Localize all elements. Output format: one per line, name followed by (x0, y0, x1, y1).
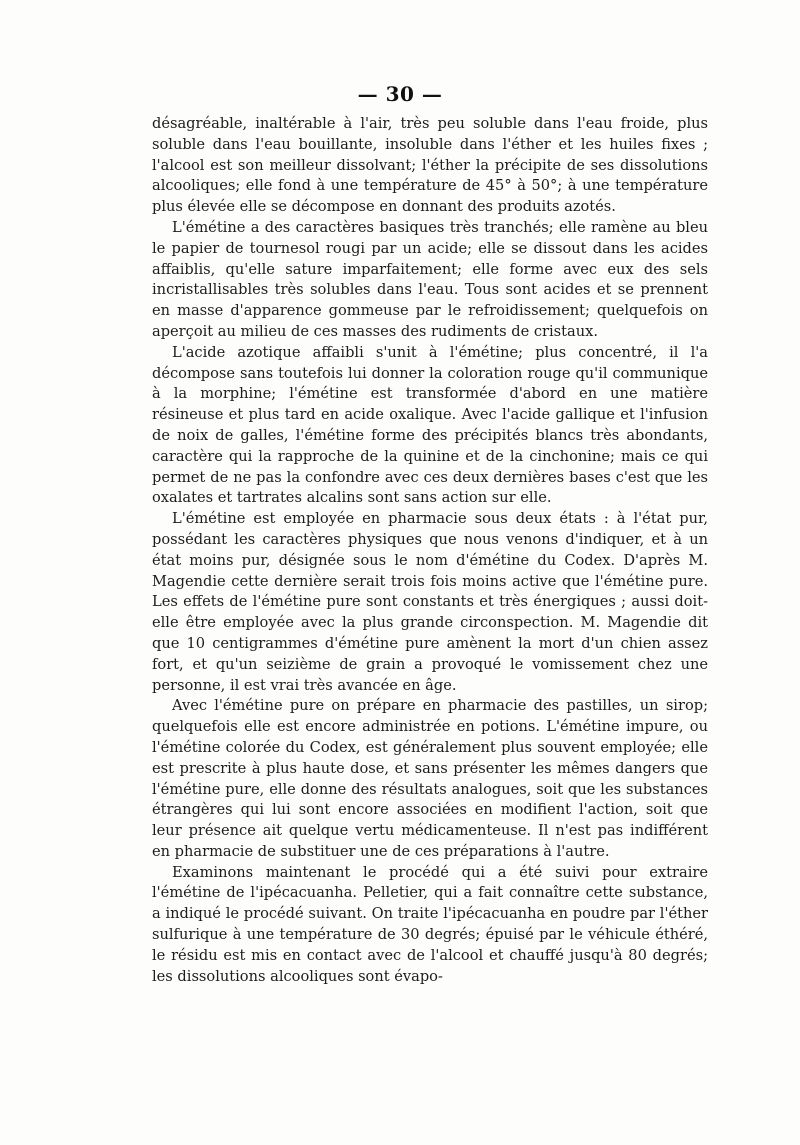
paragraph-pharmacy-use: L'émétine est employée en pharmacie sous deux états : à l'état pur, possédant les caractères physiques que nous venons d'indiquer, et à un état moins pur, désignée sous le nom d'émétine du Codex. D'après M. Magendie cette dernière serait trois fois moins active que l'émétine pure. Les effets de l'émétine pure sont constants et très énergiques ; aussi doit-elle être employée avec la plus grande circonspection. M. Magendie dit que 10 centigrammes d'émétine pure amènent la mort d'un chien assez fort, et qu'un seizième de grain a provoqué le vomissement chez une personne, il est vrai très avancée en âge. (152, 510, 708, 694)
paragraph-extraction: Examinons maintenant le procédé qui a été suivi pour extraire l'émétine de l'ipécacuanha. Pelletier, qui a fait connaître cette substance, a indiqué le procédé suivant. On traite l'ipécacuanha en poudre par l'éther sulfurique à une température de 30 degrés; épuisé par le véhicule éthéré, le résidu est mis en contact avec de l'alcool et chauffé jusqu'à 80 degrés; les dissolutions alcooliques sont évapo- (152, 863, 708, 985)
page-number: — 30 — (357, 82, 443, 106)
body-text (152, 114, 708, 987)
paragraph-basic-properties: L'émétine a des caractères basiques très tranchés; elle ramène au bleu le papier de tournesol rougi par un acide; elle se dissout dans les acides affaiblis, qu'elle sature imparfaitement; elle forme avec eux des sels incristallisables très solubles dans l'eau. Tous sont acides et se prennent en masse d'apparence gommeuse par le refroidissement; quelquefois on aperçoit au milieu de ces masses des rudiments de cristaux. (152, 218, 708, 340)
paragraph-preparations: Avec l'émétine pure on prépare en pharmacie des pastilles, un sirop; quelquefois elle est encore administrée en potions. L'émétine impure, ou l'émétine colorée du Codex, est généralement plus souvent employée; elle est prescrite à plus haute dose, et sans présenter les mêmes dangers que l'émétine pure, elle donne des résultats analogues, soit que les substances étrangères qui lui sont encore associées en modifient l'action, soit que leur présence ait quelque vertu médicamenteuse. Il n'est pas indifférent en pharmacie de substituer une de ces préparations à l'autre. (152, 697, 708, 860)
paragraph-azotic-acid: L'acide azotique affaibli s'unit à l'émétine; plus concentré, il l'a décompose sans toutefois lui donner la coloration rouge qu'il communique à la morphine; l'émétine est transformée d'abord en une matière résineuse et plus tard en acide oxalique. Avec l'acide gallique et l'infusion de noix de galles, l'émétine forme des précipités blancs très abondants, caractère qui la rapproche de la quinine et de la cinchonine; mais ce qui permet de ne pas la confondre avec ces deux dernières bases c'est que les oxalates et tartrates alcalins sont sans action sur elle. (152, 343, 708, 507)
paragraph-continuation: désagréable, inaltérable à l'air, très peu soluble dans l'eau froide, plus soluble dans l'eau bouillante, insoluble dans l'éther et les huiles fixes ; l'alcool est son meilleur dissolvant; l'éther la précipite de ses dissolutions alcooliques; elle fond à une température de 45° à 50°; à une température plus élevée elle se décompose en donnant des produits azotés. (152, 115, 708, 216)
